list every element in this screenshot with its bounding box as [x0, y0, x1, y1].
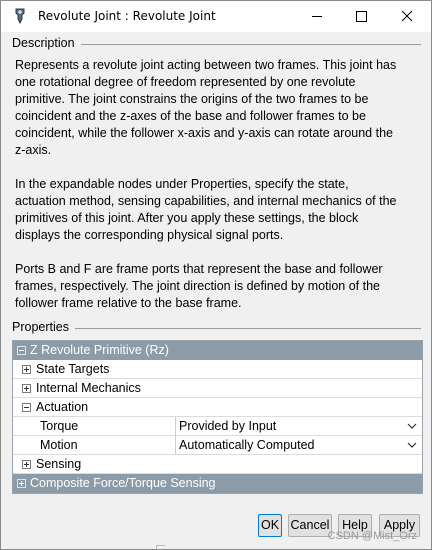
properties-group-label: Properties: [12, 320, 72, 334]
chevron-down-icon[interactable]: [407, 440, 417, 450]
cancel-button[interactable]: Cancel: [288, 514, 332, 537]
expand-icon[interactable]: [22, 460, 31, 469]
expand-icon[interactable]: [17, 479, 26, 488]
expand-icon[interactable]: [22, 384, 31, 393]
properties-tree: [12, 340, 423, 494]
properties-divider: [75, 328, 421, 329]
tree-section-label: Z Revolute Primitive (Rz): [30, 343, 169, 357]
maximize-icon: [338, 1, 384, 32]
tree-section-z-revolute-primitive[interactable]: [13, 341, 422, 360]
tree-section-label: Composite Force/Torque Sensing: [30, 476, 216, 490]
tree-node-label: Internal Mechanics: [36, 381, 141, 395]
ok-button[interactable]: OK: [258, 514, 282, 537]
apply-button[interactable]: Apply: [379, 514, 420, 537]
collapse-icon[interactable]: [22, 403, 31, 412]
dropdown-value: Automatically Computed: [179, 438, 315, 452]
tree-node-sensing[interactable]: [13, 455, 422, 474]
tree-node-internal-mechanics[interactable]: [13, 379, 422, 398]
param-name-label: Motion: [40, 438, 78, 452]
collapse-icon[interactable]: [17, 346, 26, 355]
minimize-button[interactable]: [294, 1, 340, 32]
tree-node-actuation[interactable]: [13, 398, 422, 417]
tree-node-label: Actuation: [36, 400, 89, 414]
param-name-cell: [13, 417, 176, 436]
help-button[interactable]: Help: [338, 514, 372, 537]
dropdown-value: Provided by Input: [179, 419, 277, 433]
expand-icon[interactable]: [22, 365, 31, 374]
tree-node-label: Sensing: [36, 457, 82, 471]
description-text: Represents a revolute joint acting between two frames. This joint has one rotational degree of freedom represented by one revolute primitive. The joint constrains the origins of the two frames to be coincident and the z-axes of the base and follower frames to be coincident, while the follower x-axis and y-axis can rotate around the z-axis. In the expandable nodes under Properties, specify the state, actuation method, sensing capabilities, and internal mechanics of the primitives of this joint. After you apply these settings, the block displays the corresponding physical signal ports. Ports B and F are frame ports that represent the base and follower frames, respectively. The joint direction is defined by motion of the follower frame relative to the base frame.: [15, 58, 397, 310]
description-group-label: Description: [12, 36, 78, 50]
motion-dropdown[interactable]: [176, 436, 422, 455]
simscape-block-icon: [11, 7, 29, 25]
background-fragment: [156, 545, 165, 550]
param-row-motion: [13, 436, 422, 455]
close-icon: [384, 1, 430, 32]
watermark-text: CSDN @Mist_Orz: [327, 530, 417, 542]
torque-dropdown[interactable]: [176, 417, 422, 436]
tree-node-label: State Targets: [36, 362, 110, 376]
close-button[interactable]: [384, 1, 430, 32]
tree-section-composite-force-torque-sensing[interactable]: [13, 474, 422, 493]
param-row-torque: [13, 417, 422, 436]
param-name-label: Torque: [40, 419, 79, 433]
title-bar[interactable]: [1, 1, 431, 32]
maximize-button[interactable]: [338, 1, 384, 32]
param-name-cell: [13, 436, 176, 455]
description-divider: [81, 44, 421, 45]
window-title: Revolute Joint : Revolute Joint: [38, 9, 216, 23]
chevron-down-icon[interactable]: [407, 421, 417, 431]
minimize-icon: [294, 1, 340, 32]
tree-node-state-targets[interactable]: [13, 360, 422, 379]
